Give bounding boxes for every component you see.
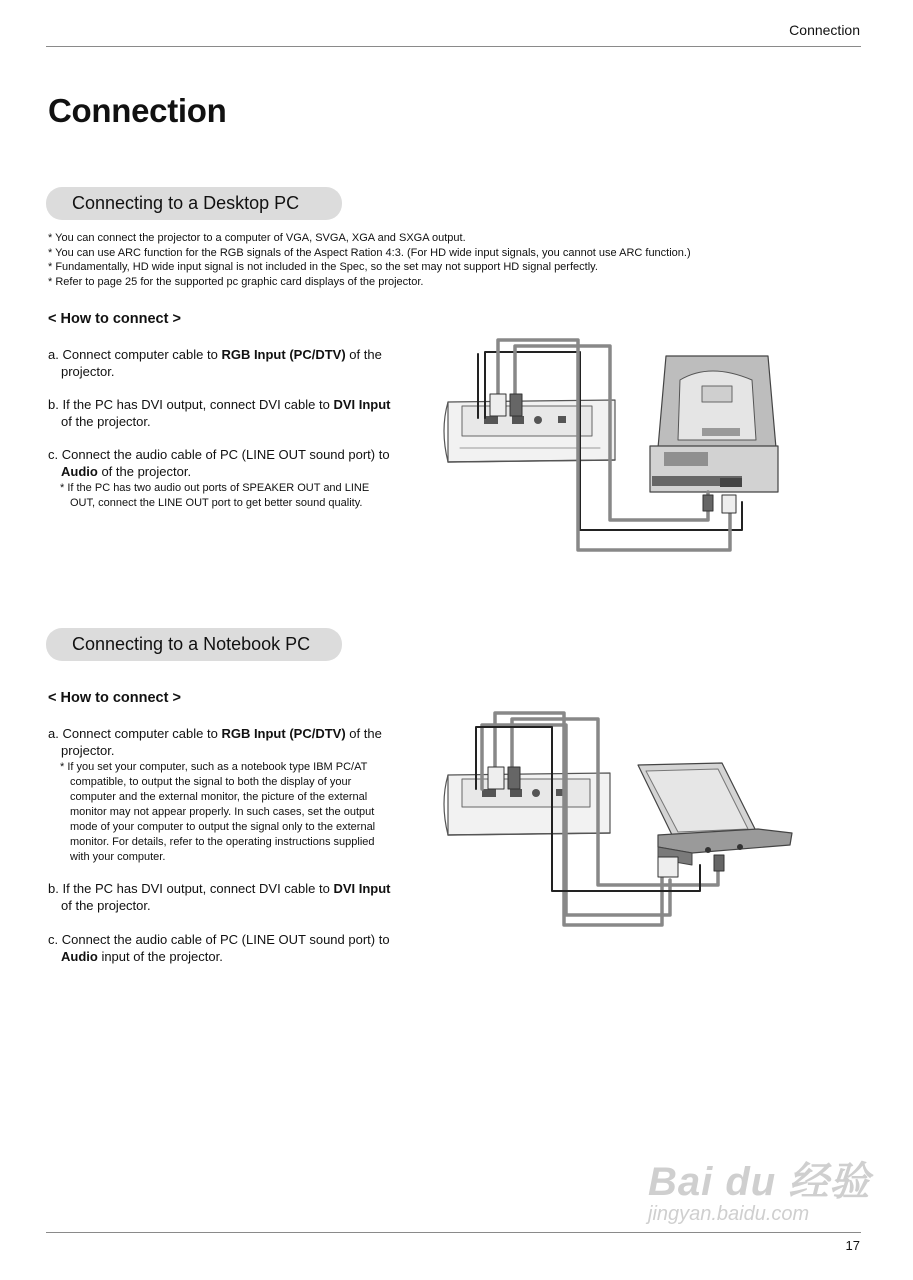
- note-line: * Refer to page 25 for the supported pc graphic card displays of the projector.: [48, 276, 424, 289]
- step-note: with your computer.: [70, 851, 166, 863]
- step-bold: DVI Input: [333, 881, 391, 896]
- how-to-connect-heading: < How to connect >: [48, 311, 181, 327]
- step-note: * If the PC has two audio out ports of SPEAKER OUT and LINE: [60, 482, 370, 494]
- step-bold: Audio: [61, 949, 98, 964]
- step-text: b. If the PC has DVI output, connect DVI cable to: [48, 881, 334, 896]
- step-bold: RGB Input (PC/DTV): [221, 726, 346, 741]
- projector-illustration: [444, 773, 610, 835]
- step-text: of the projector.: [61, 414, 151, 429]
- step-note: monitor may not appear properly. In such cases, set the output: [70, 806, 375, 818]
- step-bold: RGB Input (PC/DTV): [221, 347, 346, 362]
- page-number: 17: [845, 1238, 860, 1253]
- step-text: projector.: [61, 743, 115, 758]
- projector-illustration: [444, 400, 615, 462]
- desktop-step-a: [48, 346, 393, 380]
- page-title: Connection: [48, 92, 227, 129]
- step-text: of the: [345, 347, 382, 362]
- step-note: computer and the external monitor, the picture of the external: [70, 791, 368, 803]
- note-line: * Fundamentally, HD wide input signal is not included in the Spec, so the set may not support HD signal perfectly.: [48, 261, 598, 274]
- desktop-monitor-illustration: [658, 356, 776, 448]
- notebook-step-b: [48, 880, 393, 914]
- section-heading-desktop: Connecting to a Desktop PC: [46, 187, 342, 220]
- notebook-illustration: [638, 763, 792, 865]
- watermark-brand: Bai du 经验: [648, 1160, 871, 1204]
- step-note: OUT, connect the LINE OUT port to get better sound quality.: [70, 497, 363, 509]
- header-rule: [46, 46, 861, 47]
- desktop-pc-illustration: [650, 446, 778, 492]
- desktop-connection-diagram: [440, 330, 790, 560]
- desktop-step-c: [48, 446, 398, 511]
- running-header: Connection: [789, 22, 860, 38]
- notebook-step-c: [48, 931, 398, 965]
- step-text: c. Connect the audio cable of PC (LINE OUT sound port) to: [48, 932, 390, 947]
- step-note: mode of your computer to output the signal only to the external: [70, 821, 376, 833]
- step-text: c. Connect the audio cable of PC (LINE OUT sound port) to: [48, 447, 390, 462]
- note-line: * You can use ARC function for the RGB signals of the Aspect Ration 4:3. (For HD wide input signals, you cannot use ARC function.): [48, 246, 691, 259]
- section-heading-notebook: Connecting to a Notebook PC: [46, 628, 342, 661]
- watermark-url: jingyan.baidu.com: [648, 1203, 810, 1225]
- step-text: a. Connect computer cable to: [48, 726, 222, 741]
- step-text: of the: [345, 726, 382, 741]
- step-note: compatible, to output the signal to both the display of your: [70, 776, 352, 788]
- desktop-notes: [48, 231, 691, 290]
- step-bold: DVI Input: [333, 397, 391, 412]
- desktop-step-b: [48, 396, 393, 430]
- step-text: projector.: [61, 364, 115, 379]
- note-line: * You can connect the projector to a computer of VGA, SVGA, XGA and SXGA output.: [48, 232, 466, 244]
- step-bold: Audio: [61, 464, 98, 479]
- step-text: input of the projector.: [97, 949, 223, 964]
- baidu-watermark: [648, 1150, 870, 1226]
- footer-rule: [46, 1232, 861, 1233]
- step-note: * If you set your computer, such as a notebook type IBM PC/AT: [60, 761, 368, 773]
- notebook-step-a: [48, 725, 393, 865]
- step-text: of the projector.: [97, 464, 192, 479]
- notebook-connection-diagram: [440, 705, 795, 935]
- how-to-connect-heading: < How to connect >: [48, 690, 181, 706]
- step-text: of the projector.: [61, 898, 151, 913]
- step-text: a. Connect computer cable to: [48, 347, 222, 362]
- step-note: monitor. For details, refer to the operating instructions supplied: [70, 836, 375, 848]
- step-text: b. If the PC has DVI output, connect DVI cable to: [48, 397, 334, 412]
